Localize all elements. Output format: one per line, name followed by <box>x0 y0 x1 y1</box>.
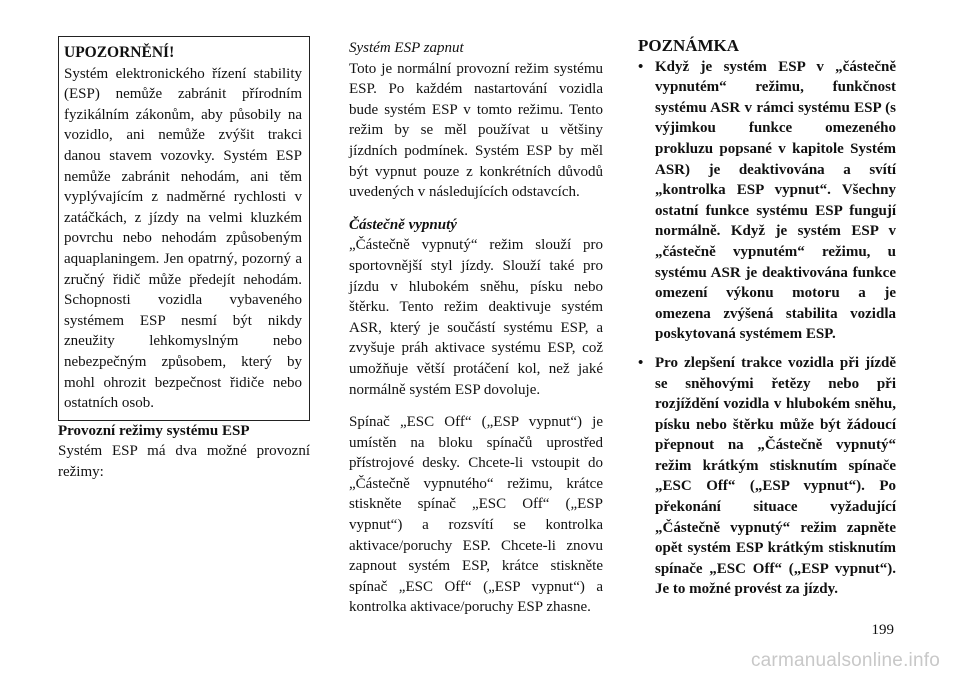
note-item <box>638 57 896 345</box>
warning-title: UPOZORNĚNÍ! <box>64 44 175 61</box>
warning-box <box>58 36 310 421</box>
bullet-icon: • <box>638 58 644 75</box>
page-number: 199 <box>871 622 894 638</box>
note-item-text: Pro zlepšení trakce vozidla při jízdě se sněhovými řetězy nebo při rozjíždění vozidla v hlubokém sněhu, písku nebo štěrku může být žádoucí přepnout na „Částečně vypnutý“ režim krátkým stisknutím spínače „ESC Off“ („ESP vypnut“). Po překonání situace vyžadující „Částečně vypnutý“ režim zapněte opět systém ESP krátkým stisknutím spínače „ESC Off“ („ESP vypnut“). Je to možné provést za jízdy. <box>655 354 896 598</box>
partial-off-text: „Částečně vypnutý“ režim slouží pro sportovnější styl jízdy. Slouží také pro jízdu v hlubokém sněhu, písku nebo štěrku. Tento režim deaktivuje systém ASR, který je součástí systému ESP, a zvyšuje práh aktivace systému ESP, což umožňuje větší protáčení kol, než jaké normálně systém ESP dovoluje. <box>349 237 603 398</box>
esp-on-text: Toto je normální provozní režim systému ESP. Po každém nastartování vozidla bude systém ESP v tomto režimu. Tento režim by se měl používat u většiny jízdních podmínek. Systém ESP by měl být vypnut pouze z konkrétních důvodů uvedených v následujících odstavcích. <box>349 60 603 201</box>
note-title: POZNÁMKA <box>638 36 740 55</box>
partial-off-heading: Částečně vypnutý <box>349 216 457 233</box>
note-item-text: Když je systém ESP v „částečně vypnutém“ režimu, funkčnost systému ASR v rámci systému ESP (s výjimkou funkce omezeného prokluzu popsané v kapitole Systém ASR) je deaktivována a svítí „kontrolka ESP vypnut“. Všechny ostatní funkce systému ESP fungují normálně. Když je systém ESP v „částečně vypnutém“ režimu, u systému ASR je deaktivována funkce omezení výkonu motoru a je omezena zvýšená stabilita vozidla poskytovaná systémem ESP. <box>655 58 896 343</box>
note-list <box>638 57 896 600</box>
right-column <box>638 36 896 608</box>
esc-switch-text: Spínač „ESC Off“ („ESP vypnut“) je umístěn na bloku spínačů uprostřed přístrojové desky. Chcete-li vstoupit do „Částečně vypnutého“ režimu, krátce stiskněte spínač „ESC Off“ („ESP vypnut“) a rozsvítí se kontrolka aktivace/poruchy ESP. Chcete-li znovu zapnout systém ESP, krátce stiskněte spínač „ESC Off“ („ESP vypnut“) a kontrolka aktivace/poruchy ESP zhasne. <box>349 414 603 616</box>
bullet-icon: • <box>638 354 644 371</box>
warning-text: Systém elektronického řízení stability (ESP) nemůže zabránit přírodním fyzikálním zákonům, aby působily na vozidlo, ani nemůže zvýšit trakci danou stavem vozovky. Systém ESP nemůže zabránit nehodám, ani těm vyplývajícím z nadměrné rychlosti v zatáčkách, z jízdy na velmi kluzkém povrchu nebo nehodám způsobeným aquaplaningem. Jen opatrný, pozorný a zručný řidič může předejít nehodám. Schopnosti vozidla vybaveného systémem ESP nesmí být nikdy zneužity lehkomyslným nebo nebezpečným způsobem, který by mohl ohrozit bezpečnost řidiče nebo ostatních osob. <box>64 65 302 412</box>
left-column <box>58 36 310 482</box>
modes-heading: Provozní režimy systému ESP <box>58 422 250 439</box>
esp-on-heading: Systém ESP zapnut <box>349 40 464 56</box>
middle-column <box>349 38 603 618</box>
note-item <box>638 353 896 600</box>
watermark: carmanualsonline.info <box>750 650 940 671</box>
modes-intro: Systém ESP má dva možné provozní režimy: <box>58 443 310 480</box>
